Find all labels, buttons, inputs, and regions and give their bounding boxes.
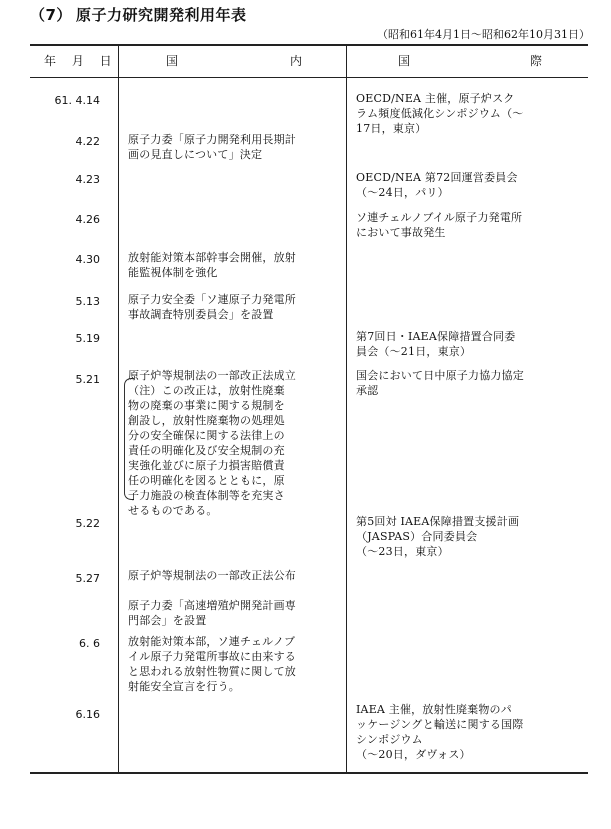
row-date: 5.21: [75, 373, 100, 386]
row-date: 6.16: [75, 708, 100, 721]
column-divider-domestic: [346, 46, 347, 773]
section-number: （7）: [30, 6, 72, 24]
row-international: OECD/NEA 主催，原子炉スク ラム頻度低減化シンポジウム（〜 17日，東京）: [356, 92, 524, 135]
row-date: 4.30: [75, 253, 100, 266]
row-date: 6. 6: [79, 637, 100, 650]
row-date: 5.13: [75, 295, 100, 308]
row-date: 4.26: [75, 213, 100, 226]
row-domestic: 原子力委「原子力開発利用長期計 画の見直しについて」決定: [128, 133, 296, 161]
row-date: 61. 4.14: [54, 94, 100, 107]
header-international-2: 際: [530, 54, 543, 68]
row-date: 4.23: [75, 173, 100, 186]
header-international-1: 国: [398, 54, 411, 68]
row-international: OECD/NEA 第72回運営委員会 （〜24日，パリ）: [356, 171, 518, 199]
row-international: ソ連チェルノブイル原子力発電所 において事故発生: [356, 211, 523, 239]
period-range: （昭和61年4月1日〜昭和62年10月31日）: [377, 28, 590, 41]
row-date: 5.22: [75, 517, 100, 530]
header-domestic-2: 内: [290, 54, 303, 68]
row-date: 5.27: [75, 572, 100, 585]
row-date: 4.22: [75, 135, 100, 148]
row-international: 国会において日中原子力協力協定 承認: [356, 369, 524, 397]
title-text: 原子力研究開発利用年表: [76, 6, 247, 24]
row-international: IAEA 主催，放射性廃棄物のパ ッケージングと輸送に関する国際 シンポジウム （〜20日，ダヴォス）: [356, 703, 524, 761]
row-domestic: 放射能対策本部幹事会開催，放射 能監視体制を強化: [128, 251, 296, 279]
row-international: 第7回日・IAEA保障措置合同委 員会（〜21日，東京）: [356, 330, 516, 358]
row-date: 5.19: [75, 332, 100, 345]
header-domestic-1: 国: [166, 54, 179, 68]
column-divider-date: [118, 46, 119, 773]
row-domestic: 原子力安全委「ソ連原子力発電所 事故調査特別委員会」を設置: [128, 293, 296, 321]
table-top-rule: [30, 44, 588, 46]
row-domestic: 原子炉等規制法の一部改正法公布 原子力委「高速増殖炉開発計画専 門部会」を設置: [128, 569, 296, 627]
row-international: 第5回対 IAEA保障措置支援計画 （JASPAS）合同委員会 （〜23日，東京）: [356, 515, 520, 558]
page-title: [30, 4, 247, 25]
table-header-rule: [30, 77, 588, 78]
row-domestic: 原子炉等規制法の一部改正法成立 （注）この改正は，放射性廃棄 物の廃棄の事業に関する規制を 創設し，放射性廃棄物の処理処 分の安全確保に関する法律上の 責任の明確化及び安全規制の充 実強化並びに原子力損害賠償責 任の明確化を図るとともに，原 子力施設の検査体制等を充実さ せるものである。: [128, 369, 296, 517]
table-bottom-rule: [30, 772, 588, 774]
row-domestic: 放射能対策本部，ソ連チェルノブ イル原子力発電所事故に由来する と思われる放射性物質に関して放 射能安全宣言を行う。: [128, 635, 296, 693]
header-date: 年 月 日: [44, 54, 118, 68]
